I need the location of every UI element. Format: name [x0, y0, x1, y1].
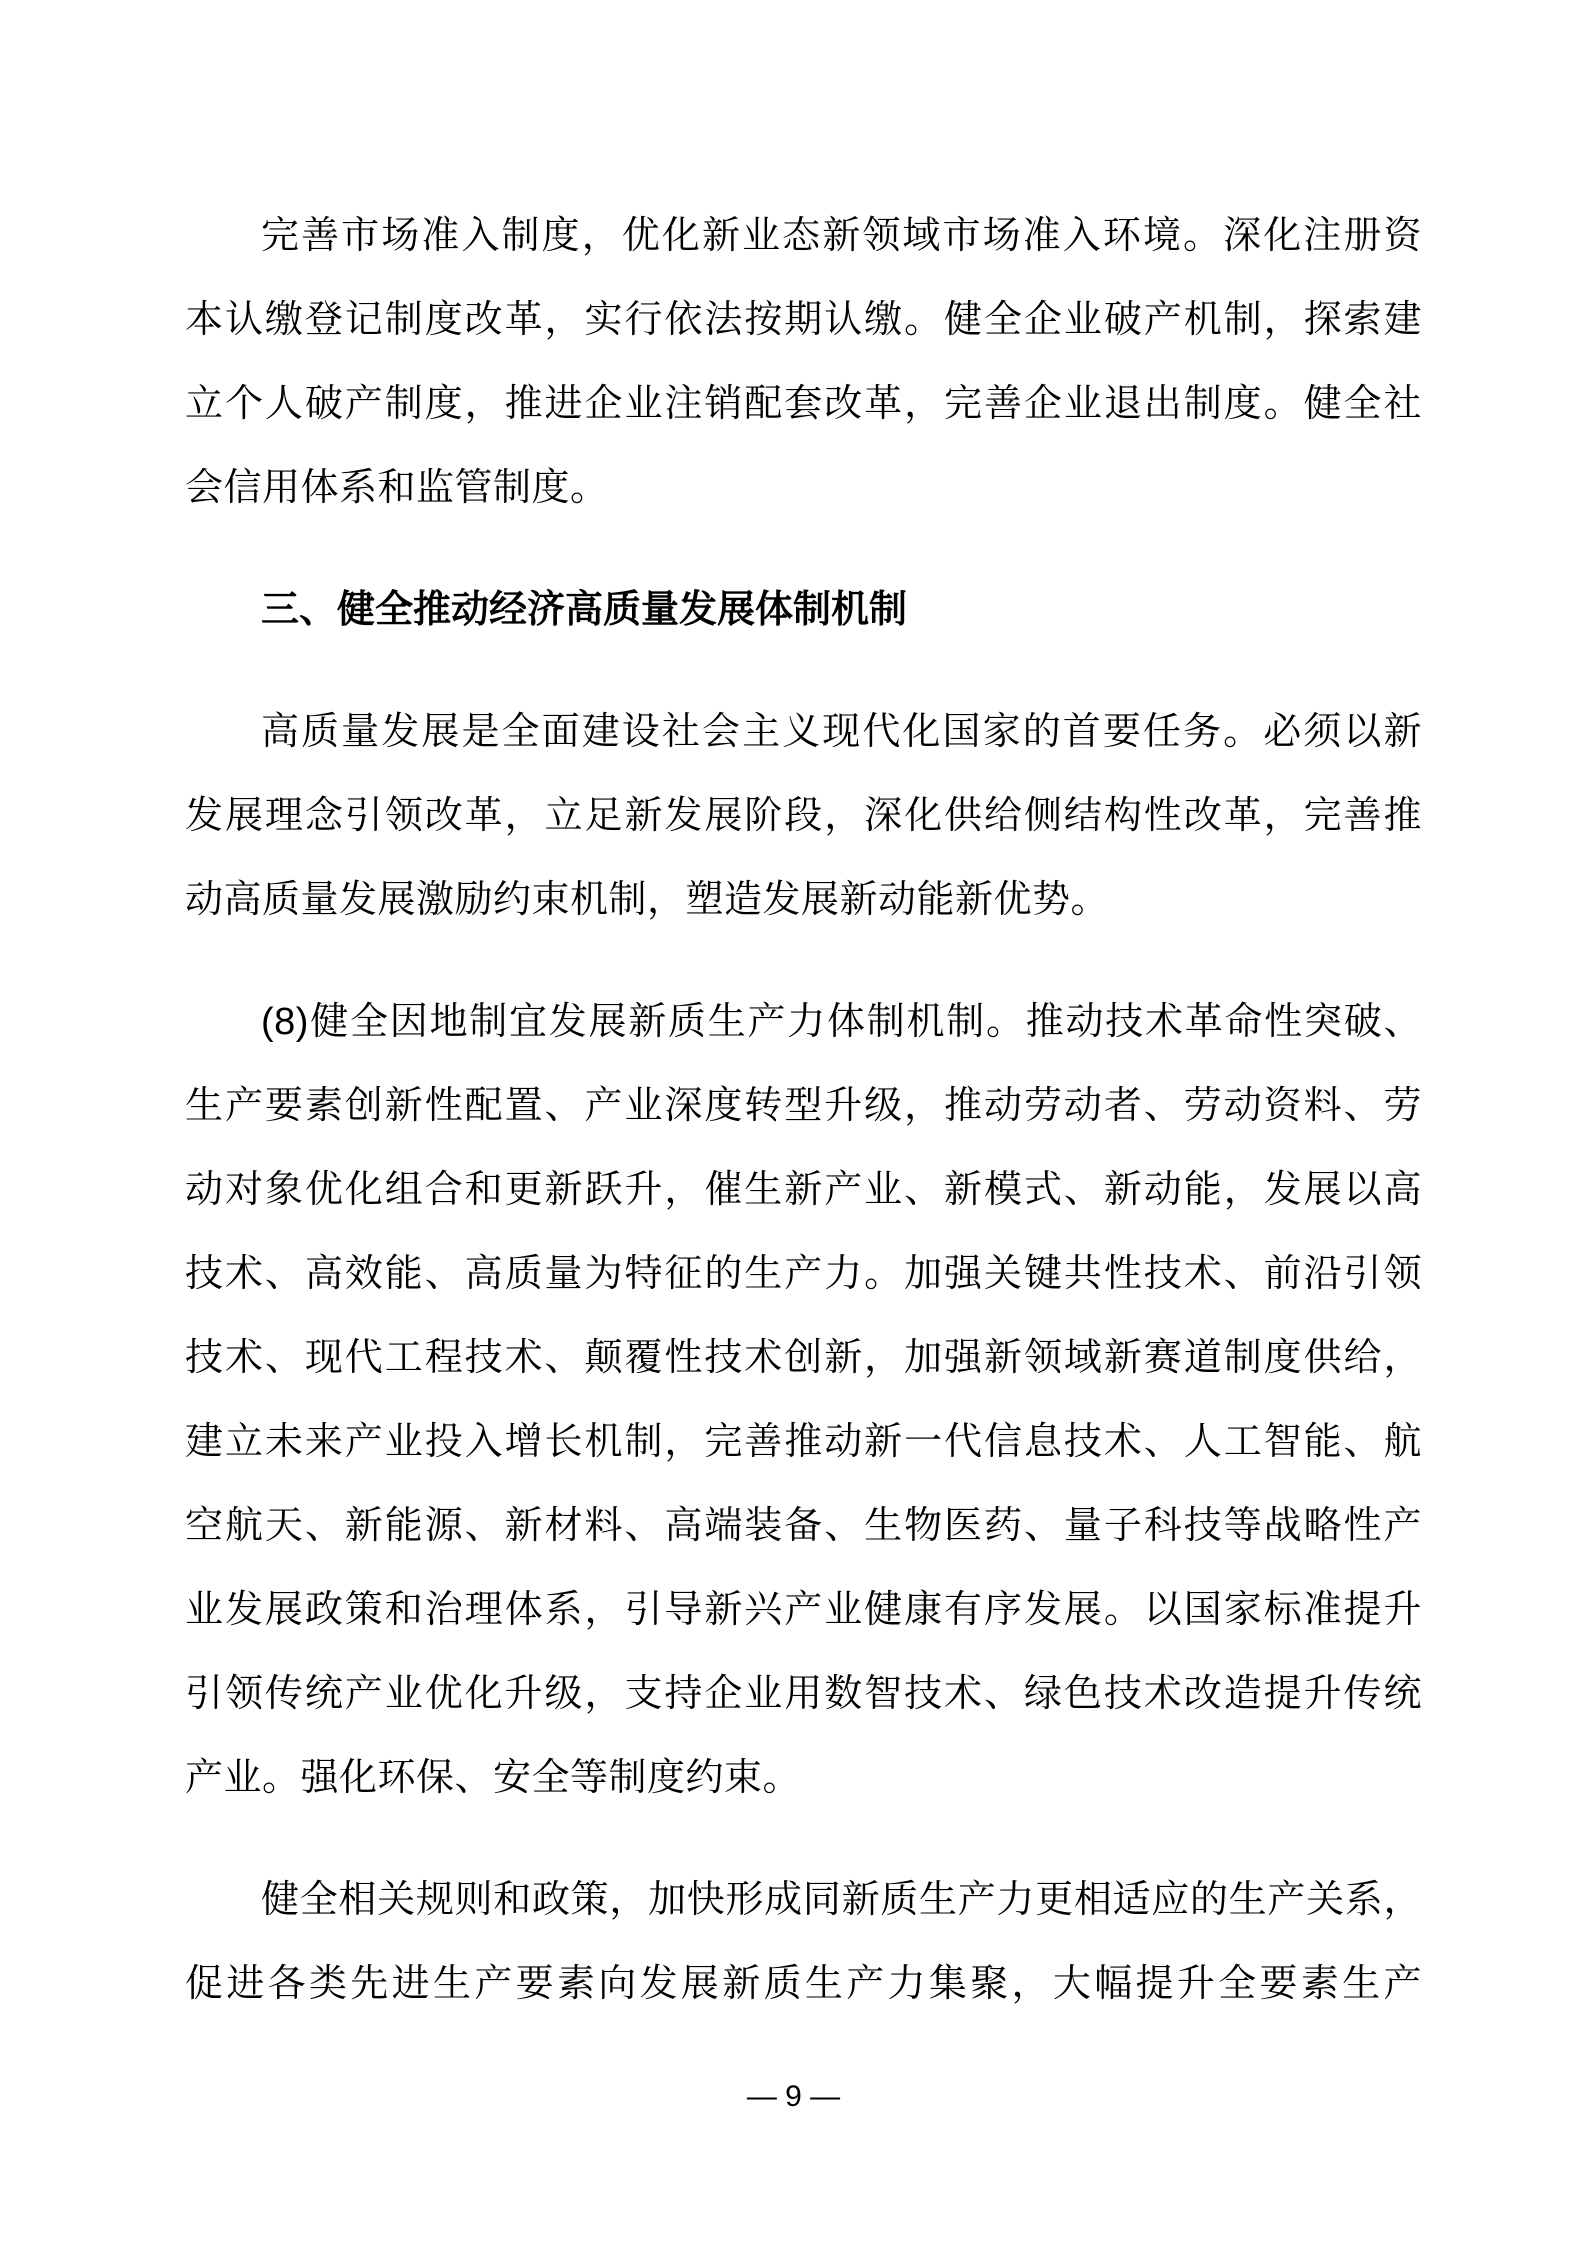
- document-body: [185, 194, 1422, 2064]
- text-line: 本认缴登记制度改革，实行依法按期认缴。健全企业破产机制，探索建: [185, 299, 1422, 341]
- text-line: 健全相关规则和政策，加快形成同新质生产力更相适应的生产关系，: [261, 1879, 1422, 1921]
- text-line: 业发展政策和治理体系，引导新兴产业健康有序发展。以国家标准提升: [185, 1589, 1422, 1631]
- text-line: 完善市场准入制度，优化新业态新领域市场准入环境。深化注册资: [261, 215, 1422, 257]
- text-line: 会信用体系和监管制度。: [185, 467, 609, 509]
- page-number: — 9 —: [746, 2080, 841, 2113]
- text-line: 促进各类先进生产要素向发展新质生产力集聚，大幅提升全要素生产: [185, 1963, 1422, 2005]
- text-line: 高质量发展是全面建设社会主义现代化国家的首要任务。必须以新: [261, 711, 1422, 753]
- paragraph-high-quality-development: [185, 690, 1422, 942]
- text-line: 技术、高效能、高质量为特征的生产力。加强关键共性技术、前沿引领: [185, 1253, 1422, 1295]
- text-line: 产业。强化环保、安全等制度约束。: [185, 1757, 802, 1799]
- text-line: 发展理念引领改革，立足新发展阶段，深化供给侧结构性改革，完善推: [185, 795, 1422, 837]
- text-line: 技术、现代工程技术、颠覆性技术创新，加强新领域新赛道制度供给，: [185, 1337, 1422, 1379]
- text-line: 动对象优化组合和更新跃升，催生新产业、新模式、新动能，发展以高: [185, 1169, 1422, 1211]
- text-line: 空航天、新能源、新材料、高端装备、生物医药、量子科技等战略性产: [185, 1505, 1422, 1547]
- paragraph-item-8: [185, 980, 1422, 1820]
- text-line: 动高质量发展激励约束机制，塑造发展新动能新优势。: [185, 879, 1110, 921]
- paragraph-market-access: [185, 194, 1422, 530]
- text-line: 建立未来产业投入增长机制，完善推动新一代信息技术、人工智能、航: [185, 1421, 1422, 1463]
- paragraph-rules-and-policies: [185, 1858, 1422, 2026]
- text-line: 立个人破产制度，推进企业注销配套改革，完善企业退出制度。健全社: [185, 383, 1422, 425]
- text-line: (8)健全因地制宜发展新质生产力体制机制。推动技术革命性突破、: [261, 1001, 1422, 1043]
- section-heading: 三、健全推动经济高质量发展体制机制: [261, 589, 908, 631]
- text-line: 引领传统产业优化升级，支持企业用数智技术、绿色技术改造提升传统: [185, 1673, 1422, 1715]
- text-line: 生产要素创新性配置、产业深度转型升级，推动劳动者、劳动资料、劳: [185, 1085, 1422, 1127]
